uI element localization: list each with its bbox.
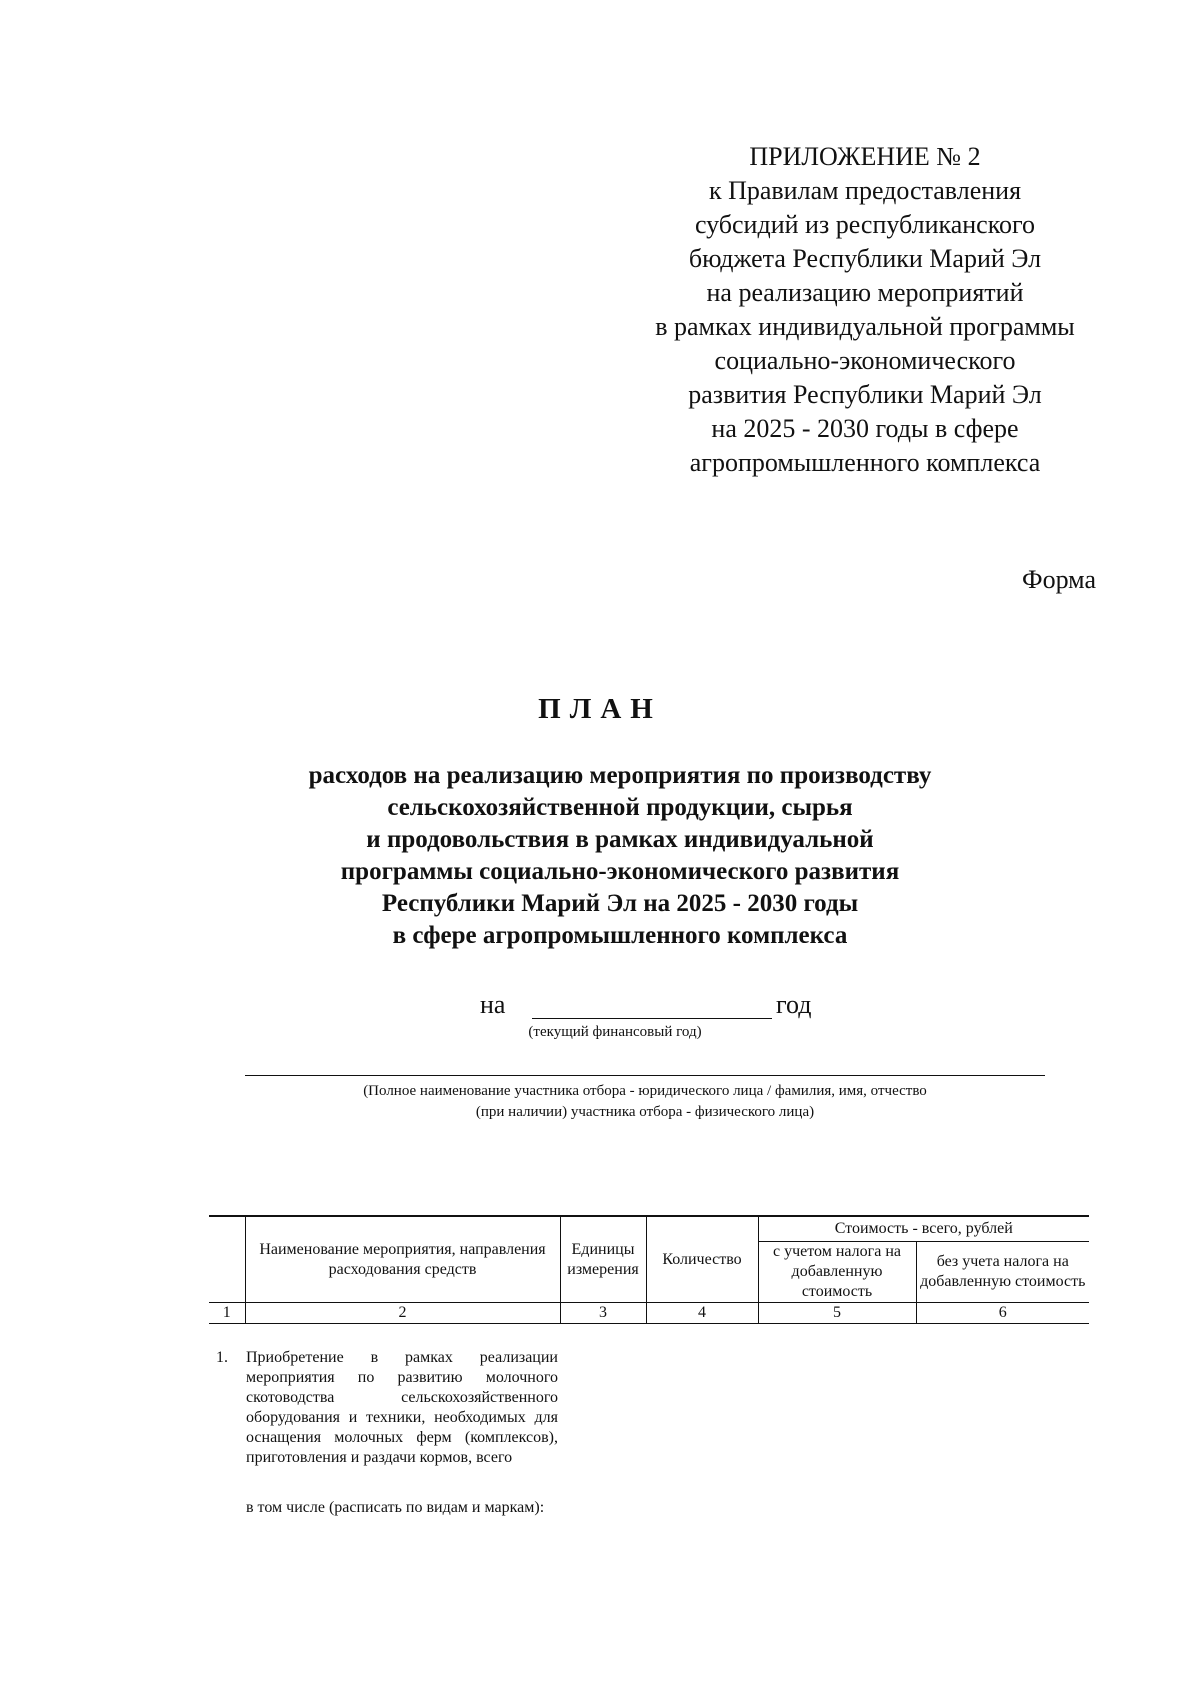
subtitle-line: сельскохозяйственной продукции, сырья xyxy=(387,794,853,821)
appendix-line: бюджета Республики Марий Эл xyxy=(688,244,1042,273)
appendix-line: на реализацию мероприятий xyxy=(706,278,1024,307)
plan-subtitle xyxy=(190,760,1050,952)
header-cell-unit: Единицы измерения xyxy=(560,1216,646,1303)
table-column-number-row xyxy=(209,1303,1089,1324)
table-header-row xyxy=(209,1216,1089,1242)
year-suffix: год xyxy=(776,990,812,1019)
appendix-line: на 2025 - 2030 годы в сфере xyxy=(711,414,1019,443)
column-number-cell: 5 xyxy=(758,1303,916,1324)
appendix-line: к Правилам предоставления xyxy=(708,176,1022,205)
header-cell-with-vat: с учетом налога на добавленную стоимость xyxy=(758,1242,916,1303)
year-prefix: на xyxy=(480,990,506,1019)
participant-hint-line: (при наличии) участника отбора - физического лица) xyxy=(475,1104,815,1120)
item-number: 1. xyxy=(216,1349,228,1366)
participant-hint xyxy=(245,1081,1045,1123)
subtitle-line: расходов на реализацию мероприятия по производству xyxy=(308,762,932,789)
appendix-line: развития Республики Марий Эл xyxy=(688,380,1042,409)
appendix-line: ПРИЛОЖЕНИЕ № 2 xyxy=(749,142,981,171)
item-subtext: в том числе (расписать по видам и маркам): xyxy=(246,1499,545,1516)
item-body xyxy=(246,1348,558,1548)
column-number-cell: 4 xyxy=(646,1303,758,1324)
participant-name-blank-field[interactable] xyxy=(245,1075,1045,1076)
subtitle-line: Республики Марий Эл на 2025 - 2030 годы xyxy=(381,890,859,917)
form-label: Форма xyxy=(1022,565,1096,594)
subtitle-line: в сфере агропромышленного комплекса xyxy=(392,922,848,949)
participant-hint-line: (Полное наименование участника отбора - юридического лица / фамилия, имя, отчество xyxy=(363,1083,927,1099)
subtitle-line: и продовольствия в рамках индивидуальной xyxy=(366,826,874,853)
header-cell-name: Наименование мероприятия, направления расходования средств xyxy=(245,1216,560,1303)
subtitle-line: программы социально-экономического развития xyxy=(340,858,900,885)
column-number-cell: 1 xyxy=(209,1303,245,1324)
column-number-cell: 2 xyxy=(245,1303,560,1324)
year-hint: (текущий финансовый год) xyxy=(528,1024,702,1040)
appendix-line: субсидий из республиканского xyxy=(694,210,1036,239)
expense-plan-table xyxy=(209,1215,1089,1324)
header-cell-number xyxy=(209,1216,245,1303)
appendix-header xyxy=(620,140,1110,480)
year-blank-field[interactable] xyxy=(532,1018,772,1019)
appendix-line: в рамках индивидуальной программы xyxy=(655,312,1075,341)
item-text: Приобретение в рамках реализации мероприятия по развитию молочного скотоводства сельскохозяйственного оборудования и техники, необходимых для оснащения молочных ферм (комплексов), приготовления и раздачи кормов, всего xyxy=(246,1349,558,1466)
plan-title: ПЛАН xyxy=(538,693,662,725)
header-cell-without-vat: без учета налога на добавленную стоимость xyxy=(916,1242,1089,1303)
header-cell-cost-group: Стоимость - всего, рублей xyxy=(758,1216,1089,1242)
header-cell-quantity: Количество xyxy=(646,1216,758,1303)
appendix-line: социально-экономического xyxy=(714,346,1016,375)
column-number-cell: 6 xyxy=(916,1303,1089,1324)
column-number-cell: 3 xyxy=(560,1303,646,1324)
appendix-line: агропромышленного комплекса xyxy=(689,448,1041,477)
